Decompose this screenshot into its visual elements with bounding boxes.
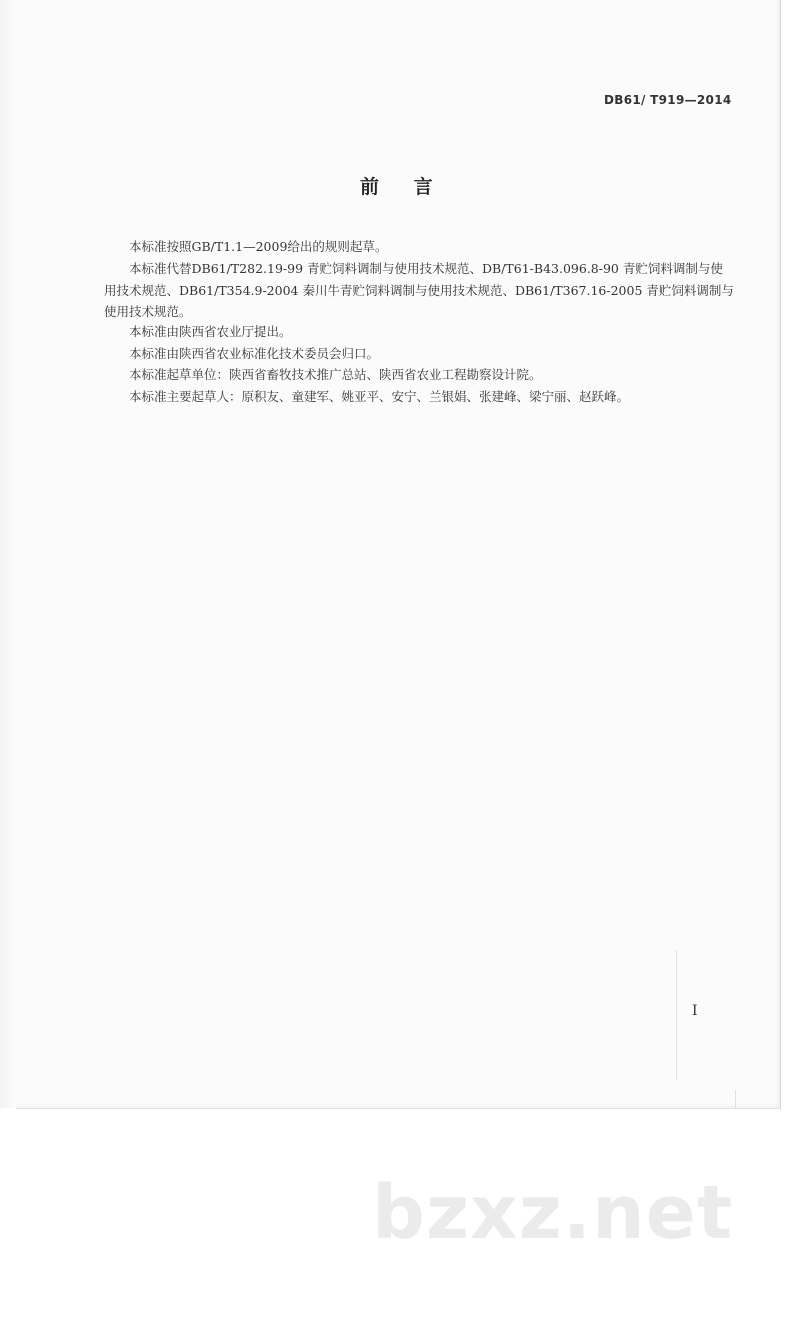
standard-code: DB61/ T919—2014 (604, 93, 732, 107)
paragraph-centralized-by: 本标准由陕西省农业标准化技术委员会归口。 (129, 346, 380, 361)
paragraph-drafting-rules: 本标准按照GB/T1.1—2009给出的规则起草。 (129, 239, 388, 254)
paragraph-drafters: 本标准主要起草人：原积友、童建军、姚亚平、安宁、兰银娟、张建峰、梁宁丽、赵跃峰。 (129, 389, 630, 404)
scan-edge (0, 0, 16, 1108)
watermark: bzxz.net (372, 1170, 734, 1256)
page-number: I (692, 1003, 698, 1019)
page-title: 前 言 (360, 176, 447, 198)
paragraph-drafting-units: 本标准起草单位：陕西省畜牧技术推广总站、陕西省农业工程勘察设计院。 (129, 367, 542, 382)
scan-artifact-line (735, 1090, 736, 1108)
paragraph-replaces: 本标准代替DB61/T282.19-99 青贮饲料调制与使用技术规范、DB/T61-B43.096.8-90 青贮饲料调制与使用技术规范、DB61/T354.9-2004 秦川牛青贮饲料调制与使用技术规范、DB61/T367.16-2005 青贮饲料调制与使用技术规范。 (104, 261, 734, 319)
scan-artifact-line (676, 950, 677, 1080)
paragraph-proposed-by: 本标准由陕西省农业厅提出。 (129, 324, 292, 339)
document-page (16, 0, 781, 1109)
